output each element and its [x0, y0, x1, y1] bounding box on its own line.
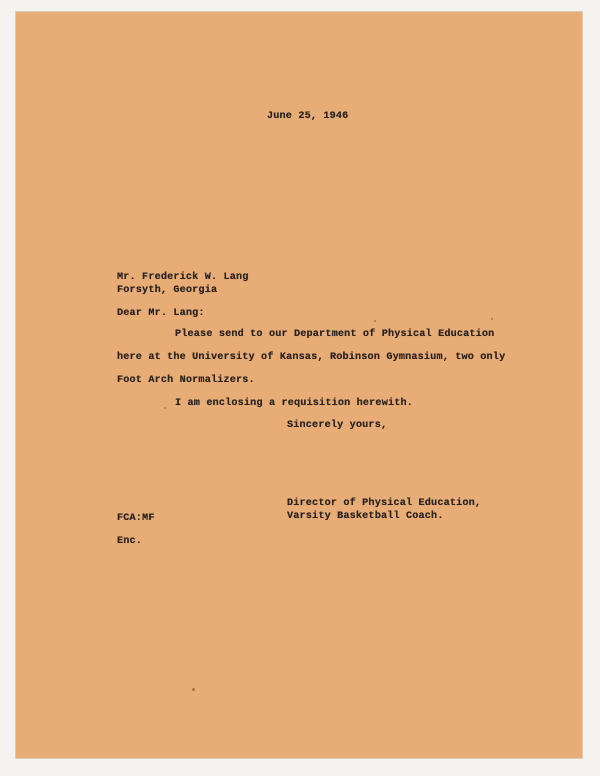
signature-title-2: Varsity Basketball Coach. [287, 511, 444, 522]
salutation: Dear Mr. Lang: [117, 308, 205, 319]
recipient-city: Forsyth, Georgia [117, 285, 218, 296]
closing: Sincerely yours, [287, 420, 388, 431]
paper-speck [491, 318, 493, 320]
body-paragraph-1-line-2: here at the University of Kansas, Robinson Gymnasium, two only [117, 352, 506, 363]
body-paragraph-1-line-1: Please send to our Department of Physical Education [175, 329, 495, 340]
letter-date: June 25, 1946 [267, 111, 349, 122]
body-paragraph-2: I am enclosing a requisition herewith. [175, 398, 414, 409]
paper-speck [374, 320, 376, 322]
letter-page [16, 12, 582, 758]
recipient-name: Mr. Frederick W. Lang [117, 272, 249, 283]
paper-speck [164, 407, 166, 409]
typist-initials: FCA:MF [117, 513, 155, 524]
enclosure-note: Enc. [117, 536, 143, 547]
body-paragraph-1-line-3: Foot Arch Normalizers. [117, 375, 255, 386]
paper-speck [192, 688, 195, 691]
signature-title-1: Director of Physical Education, [287, 498, 482, 509]
